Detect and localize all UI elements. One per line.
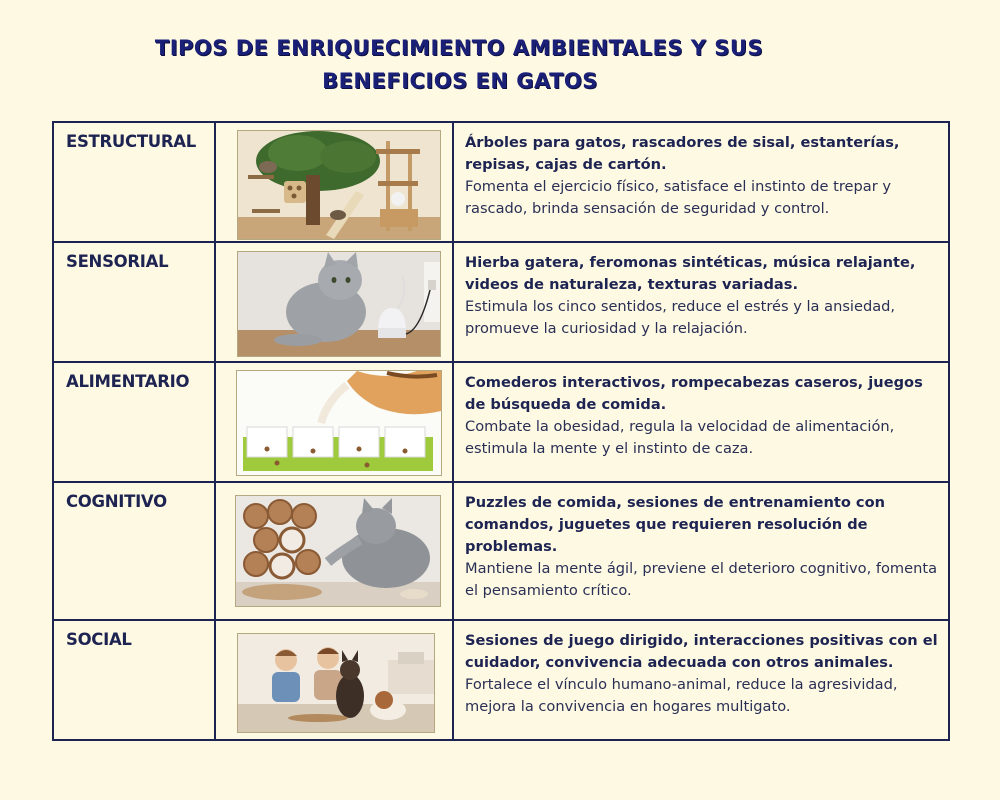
category-cell [53, 242, 215, 362]
enrichment-benefits: Fortalece el vínculo humano-animal, reduce la agresividad, mejora la convivencia en hogares multigato. [465, 676, 898, 715]
category-label: ESTRUCTURAL [66, 132, 196, 151]
description-cell [453, 620, 949, 740]
table-row-alimentario [53, 362, 949, 482]
image-cell [215, 482, 453, 620]
category-cell [53, 362, 215, 482]
description-cell [453, 362, 949, 482]
children-cat-dog-image [237, 633, 435, 733]
enrichment-benefits: Combate la obesidad, regula la velocidad de alimentación, estimula la mente y el instinto de caza. [465, 418, 895, 457]
enrichment-benefits: Estimula los cinco sentidos, reduce el estrés y la ansiedad, promueve la curiosidad y la relajación. [465, 298, 896, 337]
enrichment-benefits: Mantiene la mente ágil, previene el deterioro cognitivo, fomenta el pensamiento crítico. [465, 560, 938, 599]
image-cell [215, 242, 453, 362]
enrichment-items: Sesiones de juego dirigido, interacciones positivas con el cuidador, convivencia adecuada con otros animales. [465, 632, 938, 671]
table-row-estructural [53, 122, 949, 242]
enrichment-items: Hierba gatera, feromonas sintéticas, música relajante, videos de naturaleza, texturas variadas. [465, 254, 916, 293]
enrichment-benefits: Fomenta el ejercicio físico, satisface el instinto de trepar y rascado, brinda sensación de seguridad y control. [465, 178, 892, 217]
category-cell [53, 482, 215, 620]
enrichment-items: Puzzles de comida, sesiones de entrenamiento con comandos, juguetes que requieren resolución de problemas. [465, 494, 885, 555]
description-cell [453, 122, 949, 242]
category-cell [53, 122, 215, 242]
description-cell [453, 242, 949, 362]
table-row-cognitivo [53, 482, 949, 620]
table-row-social [53, 620, 949, 740]
image-cell [215, 362, 453, 482]
enrichment-items: Árboles para gatos, rascadores de sisal, estanterías, repisas, cajas de cartón. [465, 134, 900, 173]
category-label: SOCIAL [66, 630, 132, 649]
table-row-sensorial [53, 242, 949, 362]
image-cell [215, 122, 453, 242]
cat-puzzle-feeder-image [236, 370, 442, 476]
category-label: SENSORIAL [66, 252, 169, 271]
title-line-2: BENEFICIOS EN GATOS [322, 69, 598, 93]
page-title [0, 32, 920, 98]
cat-tree-image [237, 130, 441, 240]
enrichment-items: Comederos interactivos, rompecabezas caseros, juegos de búsqueda de comida. [465, 374, 923, 413]
description-cell [453, 482, 949, 620]
image-cell [215, 620, 453, 740]
category-label: COGNITIVO [66, 492, 167, 511]
cat-diffuser-image [237, 251, 441, 357]
title-line-1: TIPOS DE ENRIQUECIMIENTO AMBIENTALES Y SUS [154, 36, 764, 60]
cat-tube-puzzle-image [235, 495, 441, 607]
category-label: ALIMENTARIO [66, 372, 190, 391]
category-cell [53, 620, 215, 740]
enrichment-table [52, 121, 950, 741]
